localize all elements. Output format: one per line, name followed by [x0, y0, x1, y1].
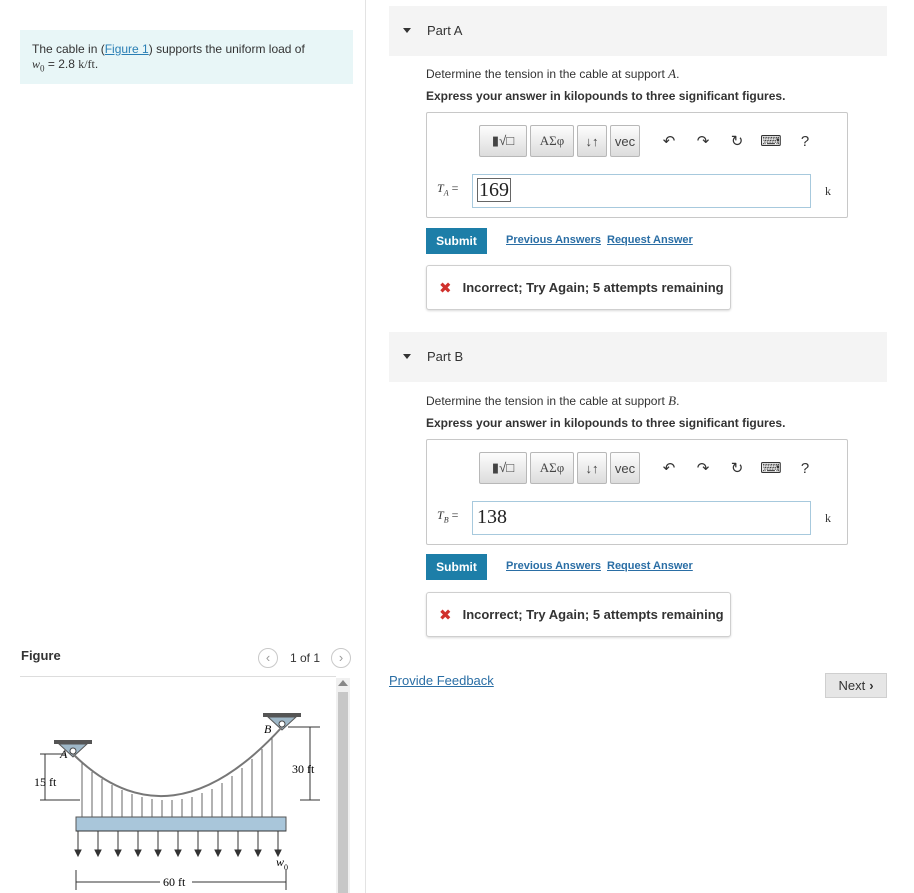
- load-symbol: w: [32, 57, 41, 71]
- reset-icon[interactable]: ↻: [730, 460, 744, 477]
- part-a-request-answer-link[interactable]: Request Answer: [607, 234, 693, 246]
- redo-icon[interactable]: ↷: [696, 133, 710, 150]
- part-a-answer-value: 169: [479, 179, 509, 201]
- part-a-submit-button[interactable]: Submit: [426, 228, 487, 254]
- part-a-previous-answers-link[interactable]: Previous Answers: [506, 234, 601, 246]
- deck: [76, 817, 286, 831]
- templates-button[interactable]: ▮√□: [479, 125, 527, 157]
- column-divider: [365, 0, 366, 893]
- answer-symbol: T: [437, 508, 444, 522]
- load-equals: = 2.8: [44, 57, 79, 71]
- part-b-submit-button[interactable]: Submit: [426, 554, 487, 580]
- support-a-ceiling: [54, 740, 92, 744]
- part-a-question-text: Determine the tension in the cable at support: [426, 67, 669, 81]
- part-b-feedback: [426, 592, 731, 637]
- scroll-up-icon[interactable]: [338, 680, 348, 686]
- figure-title: Figure: [21, 648, 61, 663]
- math-toolbar: [479, 452, 817, 484]
- part-b-label: Part B: [427, 349, 464, 364]
- undo-icon[interactable]: ↶: [662, 460, 676, 477]
- chevron-left-icon[interactable]: ‹: [258, 648, 278, 668]
- chevron-right-icon: ›: [869, 678, 874, 693]
- provide-feedback-link[interactable]: Provide Feedback: [389, 673, 494, 688]
- intro-suffix: ) supports the uniform load of: [148, 42, 305, 56]
- part-b-question-var: B: [668, 393, 677, 408]
- cable: [73, 727, 282, 796]
- figure-divider: [20, 676, 336, 677]
- answer-equals: =: [448, 508, 459, 522]
- greek-button[interactable]: ΑΣφ: [530, 452, 574, 484]
- part-b-answer-input[interactable]: [472, 501, 811, 535]
- figure-image: [20, 680, 336, 893]
- part-b-feedback-text: Incorrect; Try Again; 5 attempts remaining: [462, 607, 724, 622]
- subscript-button[interactable]: ↓↑: [577, 452, 607, 484]
- support-b-ceiling: [263, 713, 301, 717]
- collapse-triangle-icon: [403, 354, 411, 359]
- part-b-answer-box: [426, 439, 848, 545]
- load-unit: k/ft: [78, 57, 95, 71]
- templates-button[interactable]: ▮√□: [479, 452, 527, 484]
- part-a-instruction: Express your answer in kilopounds to three significant figures.: [426, 89, 786, 103]
- intro-prefix: The cable in (: [32, 42, 105, 56]
- label-span: 60 ft: [163, 875, 186, 889]
- part-b-question-text: Determine the tension in the cable at support: [426, 394, 669, 408]
- label-b: B: [264, 722, 272, 736]
- vec-button[interactable]: vec: [610, 452, 640, 484]
- help-icon[interactable]: ?: [800, 132, 810, 150]
- keyboard-icon[interactable]: ⌨: [760, 133, 782, 150]
- part-a-question-end: .: [676, 67, 680, 81]
- part-a-unit: k: [825, 184, 831, 198]
- next-label: Next: [838, 678, 866, 693]
- part-a-feedback-text: Incorrect; Try Again; 5 attempts remaining: [462, 280, 724, 295]
- part-b-unit: k: [825, 511, 831, 525]
- part-a-question-var: A: [668, 66, 677, 81]
- label-right-sag: 30 ft: [292, 762, 315, 776]
- label-left-sag: 15 ft: [34, 775, 57, 789]
- load-subscript: 0: [40, 63, 45, 74]
- chevron-right-icon[interactable]: ›: [331, 648, 351, 668]
- part-b-answer-label: [437, 508, 458, 524]
- part-b-answer-value: 138: [477, 506, 507, 528]
- label-load-sub: 0: [284, 863, 288, 872]
- load-arrows: [75, 831, 286, 856]
- pager-text: 1 of 1: [290, 651, 321, 665]
- greek-button[interactable]: ΑΣφ: [530, 125, 574, 157]
- figure-pager: [258, 648, 351, 668]
- error-x-icon: ✖: [439, 606, 452, 624]
- load-end: .: [94, 57, 99, 71]
- part-b-question: [426, 393, 679, 409]
- part-a-answer-input[interactable]: [472, 174, 811, 208]
- collapse-triangle-icon: [403, 28, 411, 33]
- part-b-header[interactable]: [389, 332, 887, 382]
- part-b-request-answer-link[interactable]: Request Answer: [607, 560, 693, 572]
- subscript-button[interactable]: ↓↑: [577, 125, 607, 157]
- part-b-question-end: .: [676, 394, 680, 408]
- label-load: w: [276, 855, 285, 869]
- answer-subscript: A: [443, 188, 449, 198]
- next-button[interactable]: [825, 673, 887, 698]
- vec-button[interactable]: vec: [610, 125, 640, 157]
- redo-icon[interactable]: ↷: [696, 460, 710, 477]
- help-icon[interactable]: ?: [800, 459, 810, 477]
- part-b-instruction: Express your answer in kilopounds to three significant figures.: [426, 416, 786, 430]
- support-b-pin: [279, 721, 285, 727]
- part-b-previous-answers-link[interactable]: Previous Answers: [506, 560, 601, 572]
- support-a-pin: [70, 748, 76, 754]
- part-a-feedback: [426, 265, 731, 310]
- figure-scroll-thumb[interactable]: [338, 692, 348, 893]
- figure-link[interactable]: Figure 1: [104, 42, 149, 56]
- answer-equals: =: [448, 181, 459, 195]
- part-a-answer-label: [437, 181, 458, 197]
- problem-statement: [20, 30, 353, 84]
- math-toolbar: [479, 125, 817, 157]
- answer-symbol: T: [437, 181, 444, 195]
- label-a: A: [60, 747, 68, 761]
- undo-icon[interactable]: ↶: [662, 133, 676, 150]
- part-a-answer-box: [426, 112, 848, 218]
- part-a-question: [426, 66, 679, 82]
- answer-subscript: B: [443, 515, 449, 525]
- keyboard-icon[interactable]: ⌨: [760, 460, 782, 477]
- error-x-icon: ✖: [439, 279, 452, 297]
- part-a-header[interactable]: [389, 6, 887, 56]
- reset-icon[interactable]: ↻: [730, 133, 744, 150]
- hangers: [82, 738, 272, 817]
- part-a-label: Part A: [427, 23, 463, 38]
